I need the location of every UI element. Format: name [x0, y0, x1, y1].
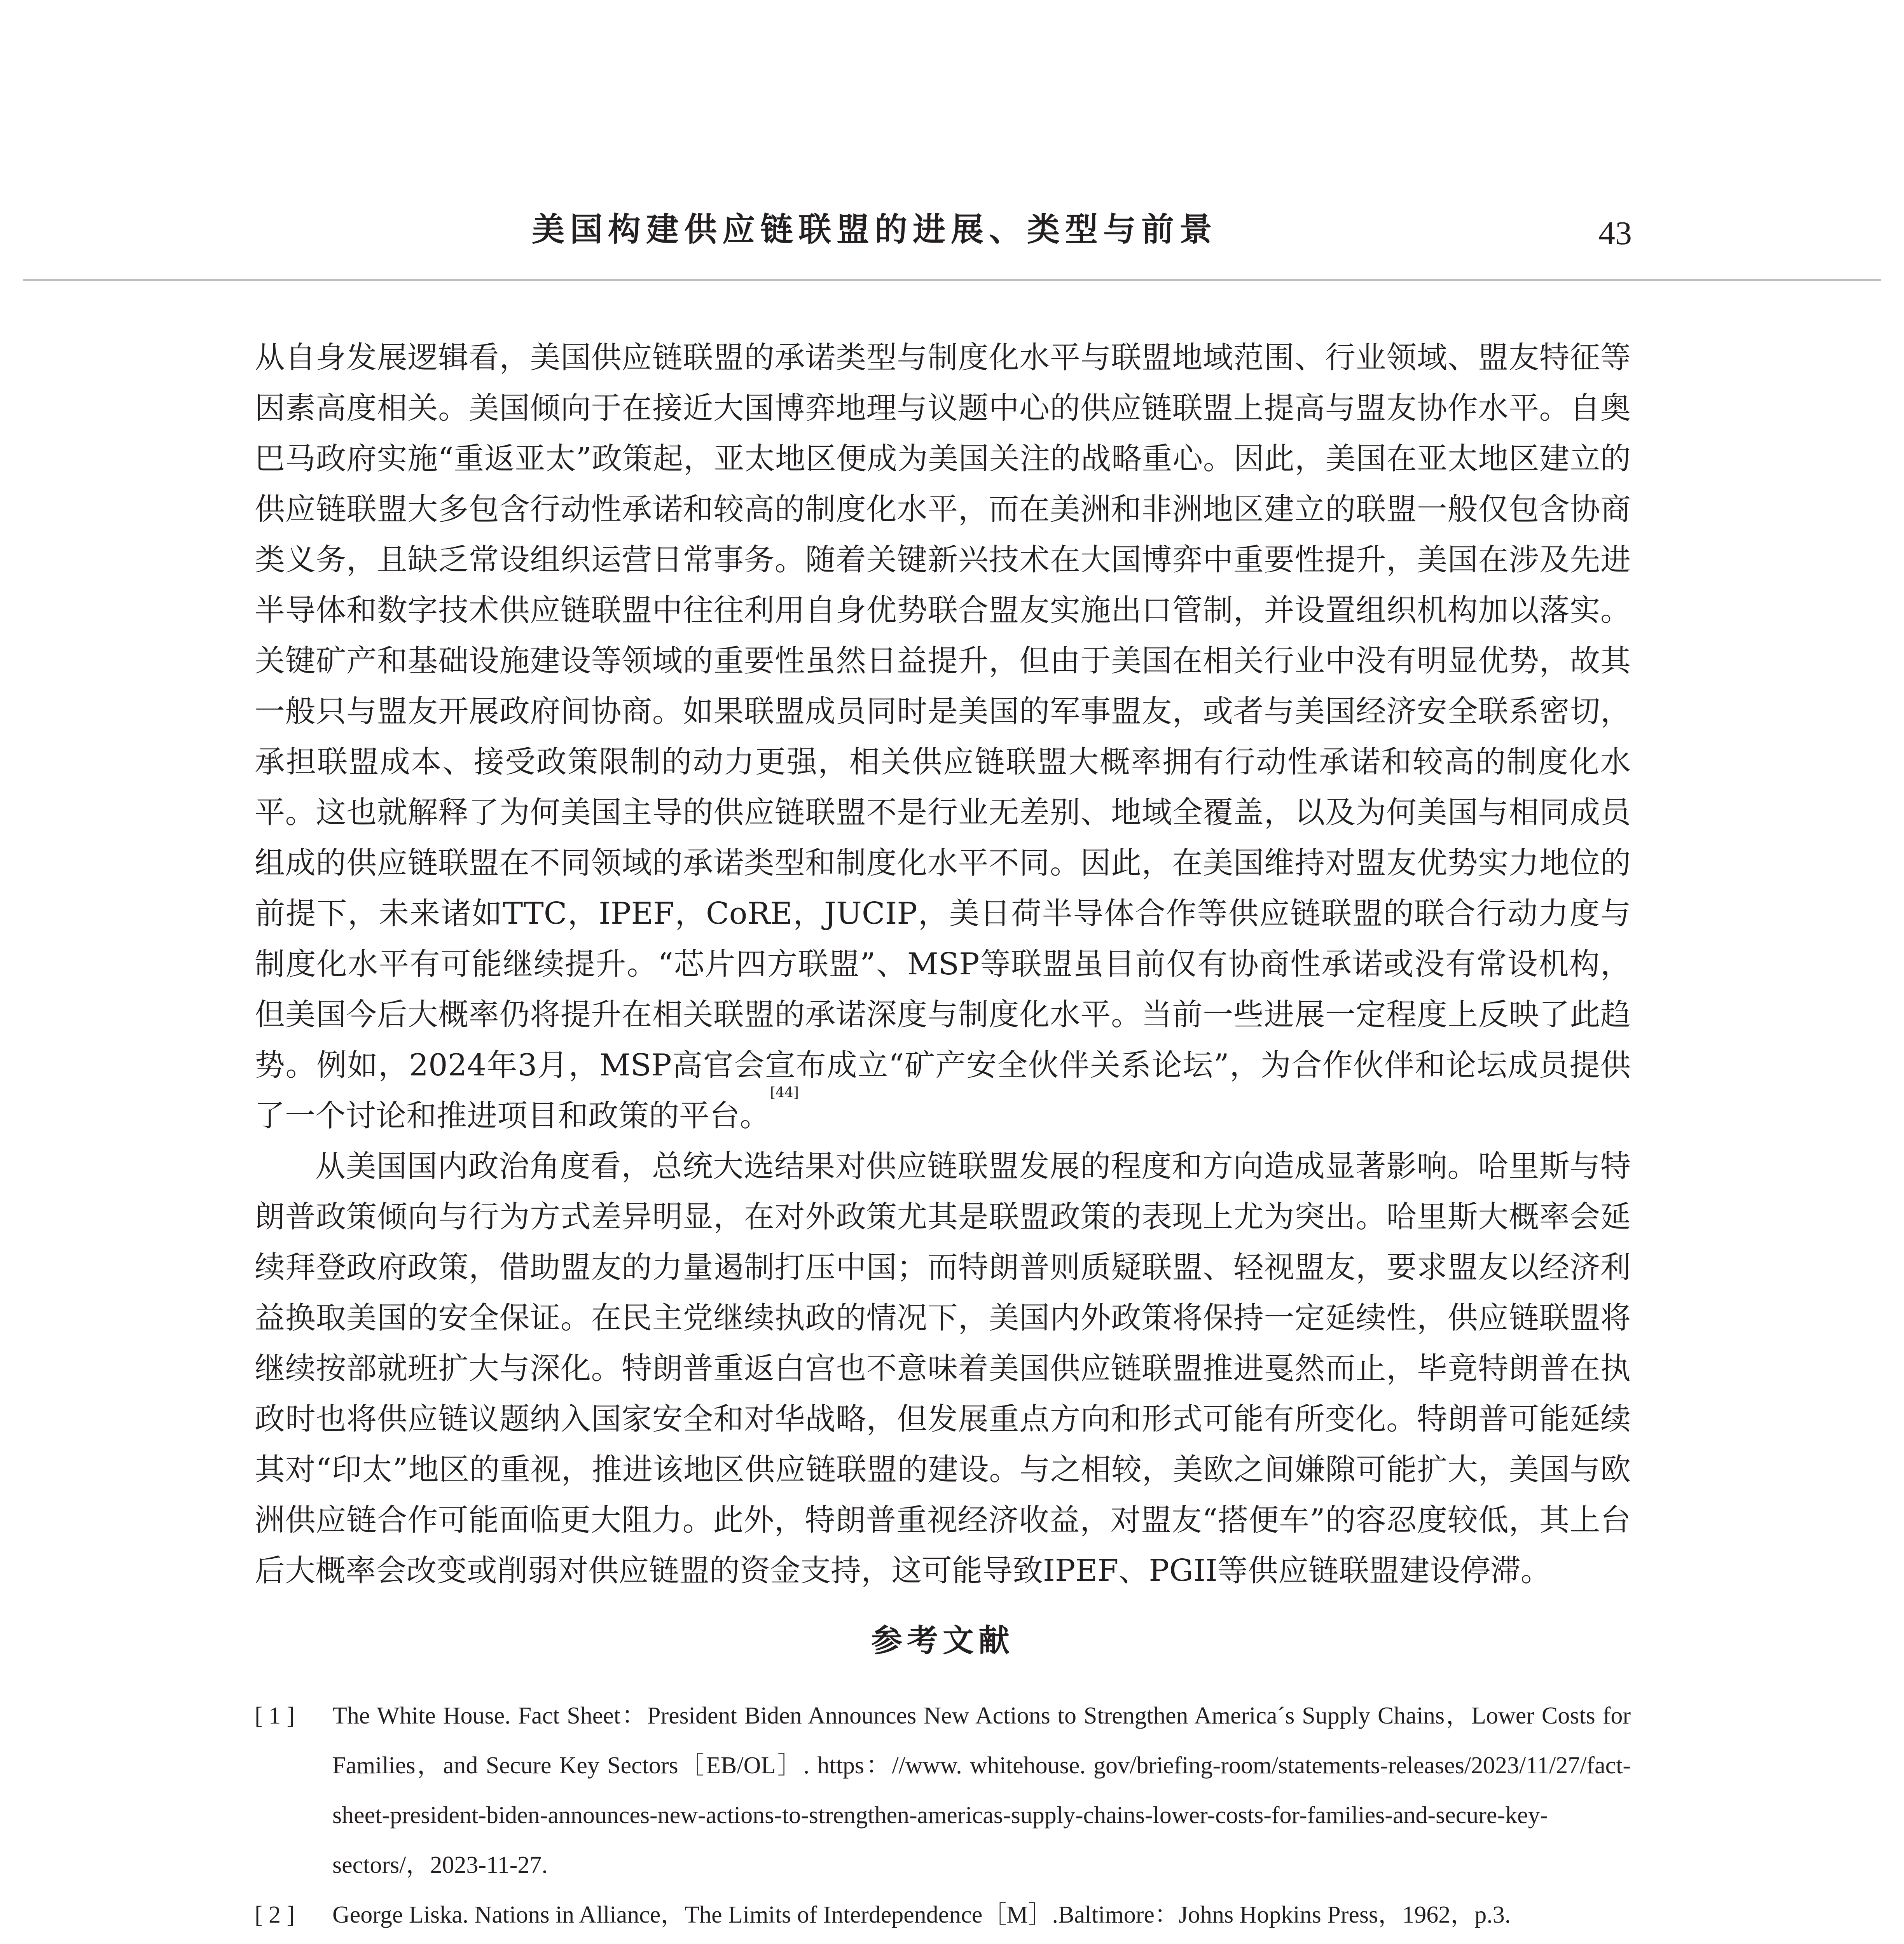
footnote-marker: [44]: [770, 1085, 799, 1101]
reference-number: [ 1 ]: [255, 1703, 295, 1729]
references-heading: 参考文献: [871, 1622, 1014, 1659]
running-header: [0, 0, 1904, 280]
body-paragraph-2-text: 从美国国内政治角度看，总统大选结果对供应链联盟发展的程度和方向造成显著影响。哈里斯与特朗普政策倾向与行为方式差异明显，在对外政策尤其是联盟政策的表现上尤为突出。哈里斯大概率会延续拜登政府政策，借助盟友的力量遏制打压中国；而特朗普则质疑联盟、轻视盟友，要求盟友以经济利益换取美国的安全保证。在民主党继续执政的情况下，美国内外政策将保持一定延续性，供应链联盟将继续按部就班扩大与深化。特朗普重返白宫也不意味着美国供应链联盟推进戛然而止，毕竟特朗普在执政时也将供应链议题纳入国家安全和对华战略，但发展重点方向和形式可能有所变化。特朗普可能延续其对“印太”地区的重视，推进该地区供应链联盟的建设。与之相较，美欧之间嫌隙可能扩大，美国与欧洲供应链合作可能面临更大阻力。此外，特朗普重视经济收益，对盟友“搭便车”的容忍度较低，其上台后大概率会改变或削弱对供应链盟的资金支持，这可能导致IPEF、PGII等供应链联盟建设停滞。: [255, 1149, 1631, 1588]
reference-item: [255, 1940, 1631, 1944]
article-body: [255, 332, 1631, 1944]
body-paragraph-2: [255, 1141, 1631, 1596]
reference-text: [332, 1940, 1631, 1944]
reference-text: George Liska. Nations in Alliance，The Limits of Interdependence［M］.Baltimore：Johns Hopkins Press，1962，p.3.: [332, 1902, 1511, 1928]
reference-number: [ 2 ]: [255, 1902, 295, 1928]
reference-number: [255, 1940, 328, 1944]
reference-item: [255, 1691, 1631, 1890]
body-paragraph-1: [255, 332, 1631, 1141]
reference-item: [255, 1890, 1631, 1940]
body-paragraph-1-text: 从自身发展逻辑看，美国供应链联盟的承诺类型与制度化水平与联盟地域范围、行业领域、盟友特征等因素高度相关。美国倾向于在接近大国博弈地理与议题中心的供应链联盟上提高与盟友协作水平。自奥巴马政府实施“重返亚太”政策起，亚太地区便成为美国关注的战略重心。因此，美国在亚太地区建立的供应链联盟大多包含行动性承诺和较高的制度化水平，而在美洲和非洲地区建立的联盟一般仅包含协商类义务，且缺乏常设组织运营日常事务。随着关键新兴技术在大国博弈中重要性提升，美国在涉及先进半导体和数字技术供应链联盟中往往利用自身优势联合盟友实施出口管制，并设置组织机构加以落实。关键矿产和基础设施建设等领域的重要性虽然日益提升，但由于美国在相关行业中没有明显优势，故其一般只与盟友开展政府间协商。如果联盟成员同时是美国的军事盟友，或者与美国经济安全联系密切，承担联盟成本、接受政策限制的动力更强，相关供应链联盟大概率拥有行动性承诺和较高的制度化水平。这也就解释了为何美国主导的供应链联盟不是行业无差别、地域全覆盖，以及为何美国与相同成员组成的供应链联盟在不同领域的承诺类型和制度化水平不同。因此，在美国维持对盟友优势实力地位的前提下，未来诸如TTC，IPEF，CoRE，JUCIP，美日荷半导体合作等供应链联盟的联合行动力度与制度化水平有可能继续提升。“芯片四方联盟”、MSP等联盟虽目前仅有协商性承诺或没有常设机构，但美国今后大概率仍将提升在相关联盟的承诺深度与制度化水平。当前一些进展一定程度上反映了此趋势。例如，2024年3月，MSP高官会宣布成立“矿产安全伙伴关系论坛”，为合作伙伴和论坛成员提供了一个讨论和推进项目和政策的平台。: [255, 340, 1631, 1133]
page-number: 43: [1598, 214, 1632, 252]
running-title: 美国构建供应链联盟的进展、类型与前景: [531, 210, 1218, 248]
references-list: [255, 1691, 1631, 1944]
header-divider: [23, 279, 1881, 281]
reference-text: The White House. Fact Sheet：President Biden Announces New Actions to Strengthen America´s Supply Chains，Lower Costs for Families，and Secure Key Sectors［EB/OL］. https：//www. whitehouse. gov/briefing-room/statements-releases/2023/11/27/fact-sheet-president-biden-announces-new-actions-to-strengthen-americas-supply-chains-lower-costs-for-families-and-secure-key-sectors/，2023-11-27.: [332, 1703, 1631, 1878]
